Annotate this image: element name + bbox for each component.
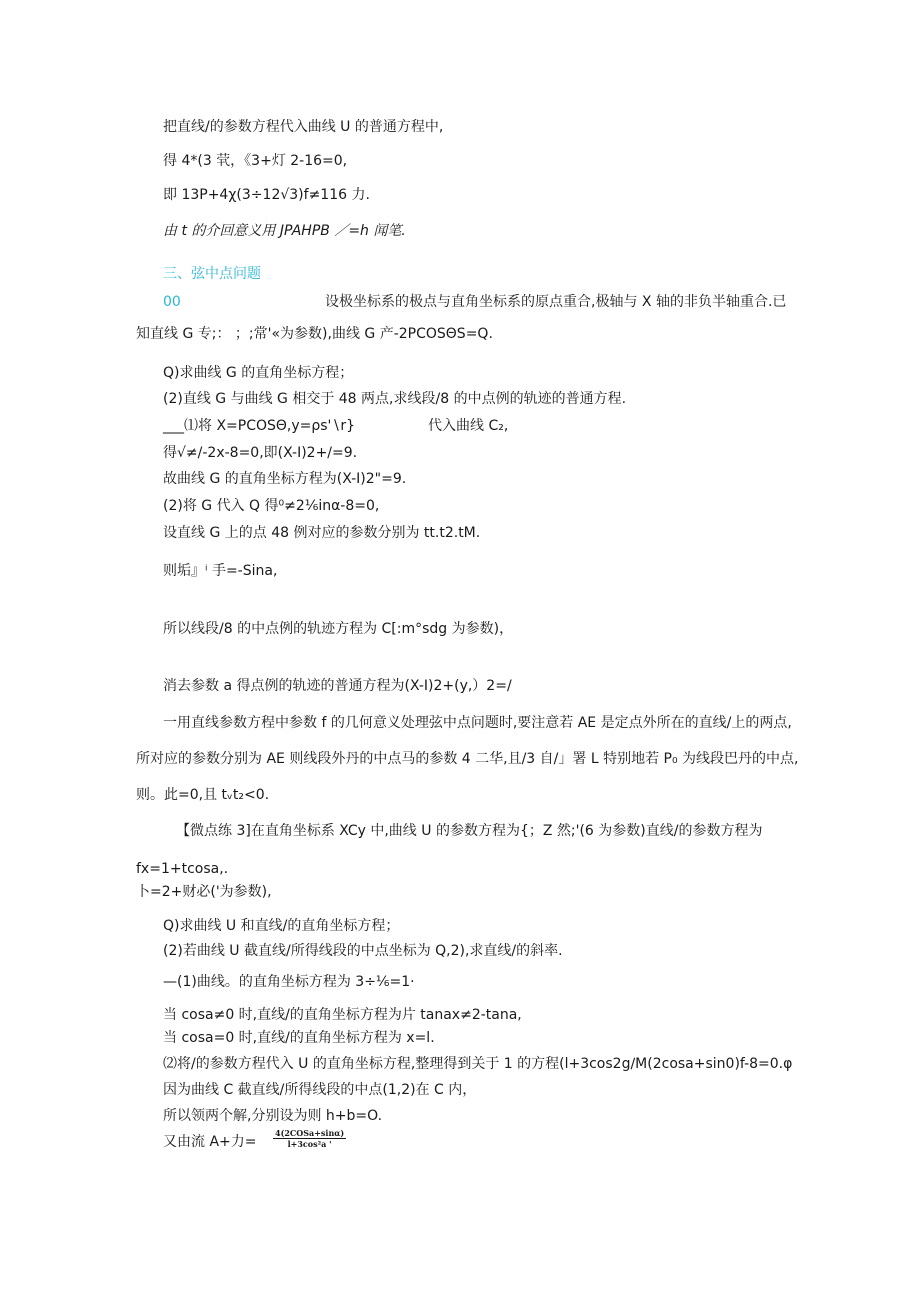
text-line: 设直线 G 上的点 48 例对应的参数分别为 tt.t2.tM.	[163, 525, 481, 541]
text-line: 所以线段/8 的中点例的轨迹方程为 C[:m°sdg 为参数)，	[163, 621, 514, 637]
text-line: 所以领两个解,分别设为则 h+b=O.	[163, 1108, 383, 1124]
text-line: fx=1+tcosa,.	[136, 861, 229, 877]
text-line: (2)若曲线 U 截直线/所得线段的中点坐标为 Q,2),求直线/的斜率.	[163, 943, 563, 959]
text-line: 由 t 的介回意义用 JPAHPB ／=h 闻笔.	[163, 223, 406, 239]
text-line: ___⑴将 X=PCOSΘ,y=ρs'∖r}	[163, 418, 355, 434]
text-line: 因为曲线 C 截直线/所得线段的中点(1,2)在 C 内，	[163, 1082, 477, 1098]
text-line: 把直线/的参数方程代入曲线 U 的普通方程中,	[163, 119, 444, 135]
text-line: Q)求曲线 U 和直线/的直角坐标方程；	[163, 918, 400, 934]
fraction-numerator: 4(2COSa+sinα)	[275, 1128, 345, 1138]
text-line: 消去参数 a 得点例的轨迹的普通方程为(X-I)2+(y,）2=/	[163, 678, 512, 694]
text-line: 代入曲线 C₂,	[428, 418, 509, 434]
text-line: —(1)曲线。的直角坐标方程为 3÷⅙=1·	[163, 974, 415, 990]
text-line: 则垢』ⁱ 手=-Sina,	[163, 563, 278, 579]
problem-number: 00	[163, 294, 181, 310]
text-line: 又由流 A+力=	[163, 1134, 257, 1150]
text-line: 知直线 G 专;： ；;常'«为参数),曲线 G 产-2PCOSΘS=Q.	[136, 326, 493, 342]
section-heading: 三、弦中点问题	[163, 266, 261, 282]
fraction-denominator: l+3cos²a '	[287, 1139, 332, 1149]
text-line: 当 cosa=0 时,直线/的直角坐标方程为 x=l.	[163, 1030, 435, 1046]
text-line: 设极坐标系的极点与直角坐标系的原点重合,极轴与 X 轴的非负半轴重合.已	[325, 294, 787, 310]
text-line: ⑵将/的参数方程代入 U 的直角坐标方程,整理得到关于 1 的方程(l+3cos2g∕M(2cosa+sin0)f-8=0.φ	[163, 1056, 793, 1072]
text-line: 当 cosa≠0 时,直线/的直角坐标方程为片 tanax≠2-tana,	[163, 1007, 522, 1023]
text-line: (2)将 G 代入 Q 得⁰≠2⅙inα-8=0,	[163, 498, 380, 514]
text-line: 所对应的参数分别为 AE 则线段外丹的中点马的参数 4 二华,且/3 自/」署 L 特别地若 P₀ 为线段巴丹的中点,	[136, 751, 799, 767]
text-line: 即 13P+4χ(3÷12√3)f≠116 力.	[163, 187, 370, 203]
text-line: (2)直线 G 与曲线 G 相交于 48 两点,求线段/8 的中点例的轨迹的普通方程.	[163, 391, 627, 407]
text-line: 【微点练 3]在直角坐标系 XCy 中,曲线 U 的参数方程为{；Z 然;'(6 为参数)直线/的参数方程为	[176, 823, 763, 839]
text-line: Q)求曲线 G 的直角坐标方程；	[163, 365, 354, 381]
text-line: 得√≠/-2x-8=0,即(X-I)2+/=9.	[163, 445, 358, 461]
text-line: 卜=2+财必('为参数),	[136, 884, 272, 900]
text-line: 故曲线 G 的直角坐标方程为(X-I)2"=9.	[163, 471, 407, 487]
text-line: 一用直线参数方程中参数 f 的几何意义处理弦中点问题时,要注意若 AE 是定点外所在的直线/上的两点,	[163, 715, 792, 731]
text-line: 则。此=0,且 tᵥt₂<0.	[136, 787, 270, 803]
fraction	[273, 1128, 346, 1149]
text-line: 得 4*(3 茕，《3+灯 2-16=0,	[163, 153, 348, 169]
